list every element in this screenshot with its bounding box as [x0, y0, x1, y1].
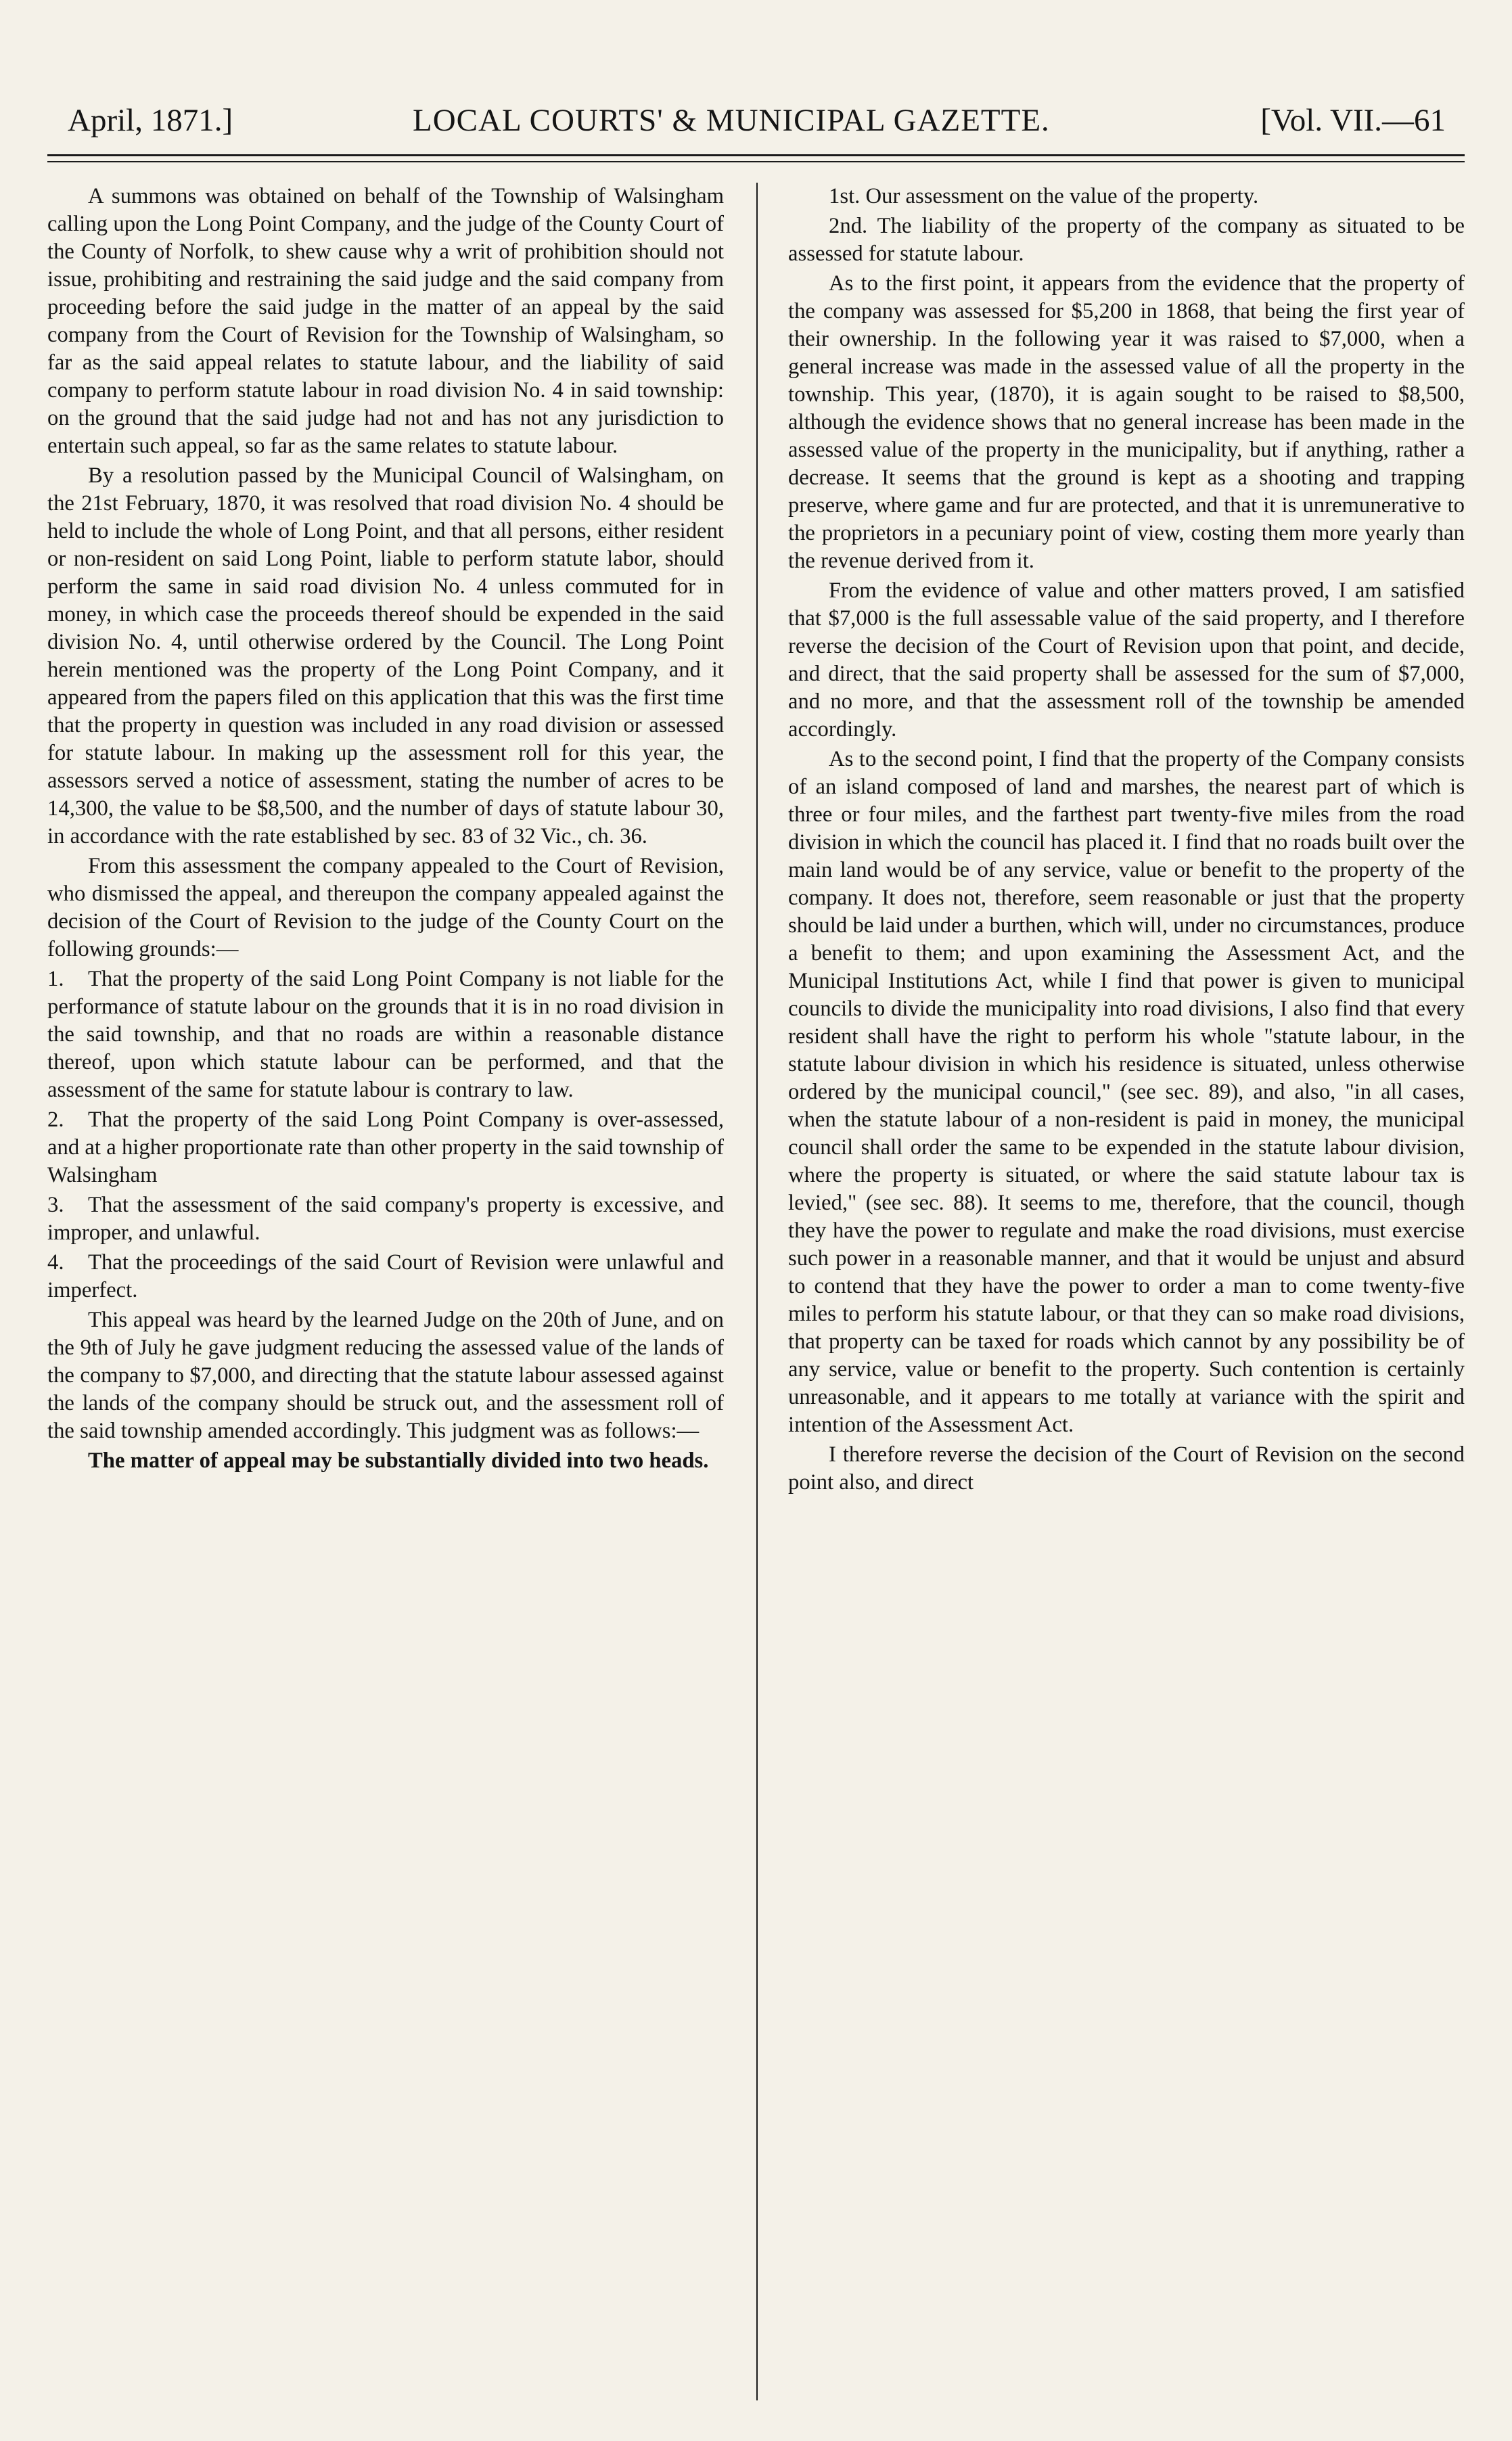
header-title: LOCAL COURTS' & MUNICIPAL GAZETTE.: [413, 103, 1050, 138]
paragraph: 2nd. The liability of the property of the company as situated to be assessed for statute labour.: [788, 214, 1465, 266]
text-columns: [47, 183, 1465, 2414]
header-date: April, 1871.]: [68, 103, 233, 138]
ground-item: [47, 1249, 724, 1304]
ground-item: [47, 965, 724, 1104]
header-rule-thick: [47, 154, 1465, 156]
ground-text: That the assessment of the said company's property is excessive, and improper, and unlawful.: [47, 1193, 724, 1245]
paragraph: A summons was obtained on behalf of the Township of Walsingham calling upon the Long Point Company, and the judge of the County Court of the County of Norfolk, to shew cause why a writ of prohibition should not issue, prohibiting and restraining the said judge and the said company from proceeding before the said judge in the matter of an appeal by the said company from the Court of Revision for the Township of Walsingham, so far as the said appeal relates to statute labour, and the liability of said company to perform statute labour in road division No. 4 in said township: on the ground that the said judge had not and has not any jurisdiction to entertain such appeal, so far as the same relates to statute labour.: [47, 184, 724, 458]
paragraph: 1st. Our assessment on the value of the property.: [829, 184, 1259, 208]
left-column: [47, 183, 724, 2414]
ground-number: 2.: [47, 1108, 64, 1132]
paragraph: I therefore reverse the decision of the Court of Revision on the second point also, and direct: [788, 1442, 1465, 1495]
paragraph: By a resolution passed by the Municipal Council of Walsingham, on the 21st February, 1870, it was resolved that road division No. 4 should be held to include the whole of Long Point, and that all persons, either resident or non-resident on said Long Point, liable to perform statute labor, should perform the same in said road division No. 4 unless commuted for in money, in which case the proceeds thereof should be expended in the said division No. 4, until otherwise ordered by the Council. The Long Point herein mentioned was the property of the Long Point Company, and it appeared from the papers filed on this application that this was the first time that the property in question was included in any road division or assessed for statute labour. In making up the assessment roll for this year, the assessors served a notice of assessment, stating the number of acres to be 14,300, the value to be $8,500, and the number of days of statute labour 30, in accordance with the rate established by sec. 83 of 32 Vic., ch. 36.: [47, 463, 724, 848]
ground-text: That the property of the said Long Point Company is not liable for the performance of statute labour on the grounds that it is in no road division in the said township, and that no roads are within a reasonable distance thereof, upon which statute labour can be performed, and that the assessment of the same for statute labour is contrary to law.: [47, 967, 724, 1102]
paragraph: This appeal was heard by the learned Judge on the 20th of June, and on the 9th of July he gave judgment reducing the assessed value of the lands of the company to $7,000, and directing that the statute labour assessed against the lands of the company should be struck out, and the assessment roll of the said township amended accordingly. This judgment was as follows:—: [47, 1308, 724, 1443]
running-header: [54, 101, 1458, 142]
paragraph: As to the second point, I find that the property of the Company consists of an island composed of land and marshes, the nearest part of which is three or four miles, and the farthest part twenty-five miles from the road division in which the council has placed it. I find that no roads built over the main land would be of any service, value or benefit to the property of the company. It does not, therefore, seem reasonable or just that the property should be laid under a burthen, which will, under no circumstances, produce a benefit to them; and upon examining the Assessment Act, and the Municipal Institutions Act, while I find that power is given to municipal councils to divide the municipality into road divisions, I also find that every resident shall have the right to perform his whole "statute labour, in the statute labour division in which his residence is situated, unless otherwise ordered by the municipal council," (see sec. 89), and also, "in all cases, when the statute labour of a non-resident is paid in money, the municipal council shall order the same to be expended in the statute labour division, where the property is situated, or where the said statute labour tax is levied," (see sec. 88). It seems to me, therefore, that the council, though they have the power to regulate and make the road divisions, must exercise such power in a reasonable manner, and that it would be unjust and absurd to contend that they have the power to order a man to come twenty-five miles to perform his statute labour, or that they can so make road divisions, that property can be taxed for roads which cannot by any possibility be of any service, value or benefit to the property. Such contention is certainly unreasonable, and it appears to me totally at variance with the spirit and intention of the Assessment Act.: [788, 747, 1465, 1437]
paragraph: From this assessment the company appealed to the Court of Revision, who dismissed the appeal, and thereupon the company appealed against the decision of the Court of Revision to the judge of the County Court on the following grounds:—: [47, 854, 724, 961]
header-volume: [Vol. VII.—61: [1260, 103, 1446, 138]
column-divider: [756, 183, 758, 2400]
ground-text: That the property of the said Long Point Company is over-assessed, and at a higher proportionate rate than other property in the said township of Walsingham: [47, 1108, 724, 1187]
header-rule-thin: [47, 161, 1465, 162]
ground-item: [47, 1106, 724, 1189]
paragraph-bold: The matter of appeal may be substantially divided into two heads.: [88, 1448, 709, 1473]
right-column: [788, 183, 1465, 2414]
paragraph: From the evidence of value and other matters proved, I am satisfied that $7,000 is the full assessable value of the said property, and I therefore reverse the decision of the Court of Revision upon that point, and decide, and direct, that the said property shall be assessed for the sum of $7,000, and no more, and that the assessment roll of the township be amended accordingly.: [788, 578, 1465, 742]
ground-number: 1.: [47, 967, 64, 991]
ground-text: That the proceedings of the said Court of Revision were unlawful and imperfect.: [47, 1250, 724, 1302]
paragraph: As to the first point, it appears from the evidence that the property of the company was assessed for $5,200 in 1868, that being the first year of their ownership. In the following year it was raised to $7,000, when a general increase was made in the assessed value of all the property in the township. This year, (1870), it is again sought to be raised to $8,500, although the evidence shows that no general increase has been made in the assessed value of the property in the municipality, but if anything, rather a decrease. It seems that the ground is kept as a shooting and trapping preserve, where game and fur are protected, and that it is unremunerative to the proprietors in a pecuniary point of view, costing them more yearly than the revenue derived from it.: [788, 271, 1465, 573]
ground-item: [47, 1191, 724, 1247]
ground-number: 3.: [47, 1193, 64, 1217]
ground-number: 4.: [47, 1250, 64, 1275]
